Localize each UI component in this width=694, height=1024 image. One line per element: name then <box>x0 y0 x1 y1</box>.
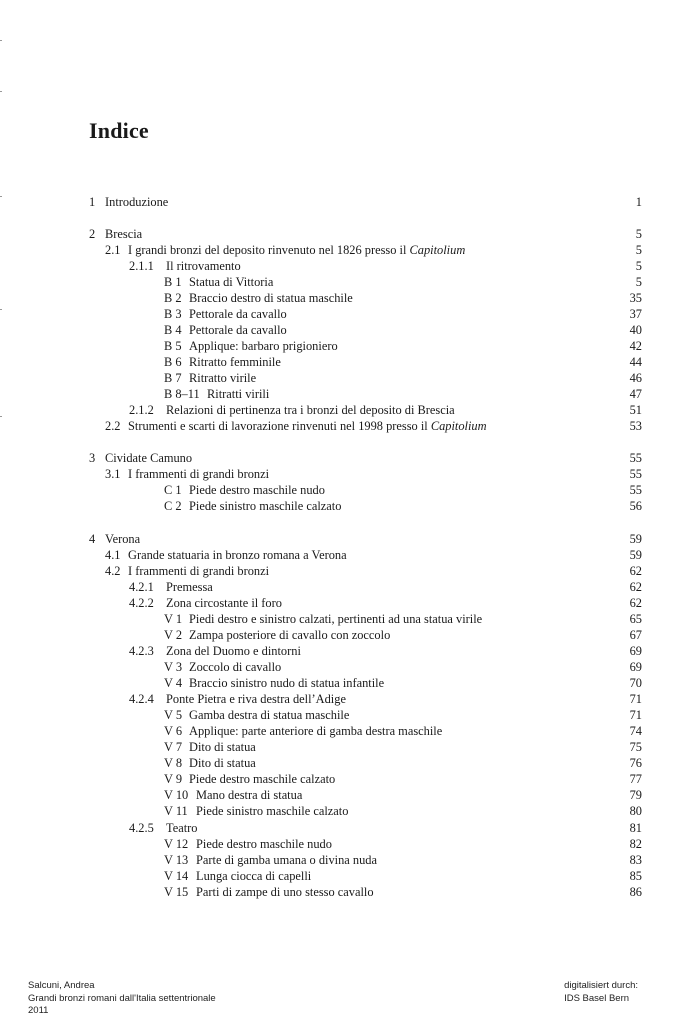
toc-entry-title <box>189 338 338 354</box>
toc-entry-title <box>166 691 346 707</box>
toc-entry-title <box>189 627 390 643</box>
toc-entry-title-text: Statua di Vittoria <box>189 275 274 289</box>
toc-entry-number: V 14 <box>164 869 189 883</box>
toc-entry-title <box>166 402 455 418</box>
toc-entry-number: 2.1 <box>105 243 121 257</box>
toc-entry-number: 4 <box>89 532 96 546</box>
toc-entry-title <box>189 739 256 755</box>
toc-entry-title <box>128 466 269 482</box>
toc-entry-title <box>189 306 287 322</box>
toc-entry <box>0 723 694 739</box>
toc-entry-title <box>128 547 347 563</box>
toc-entry <box>0 226 694 242</box>
toc-entry-page-number: 55 <box>629 483 642 497</box>
toc-entry-title-text: Brescia <box>105 227 143 241</box>
toc-entry-page-number: 40 <box>629 323 642 337</box>
toc-entry-title-text: Piede destro maschile nudo <box>189 483 325 497</box>
toc-entry-number: V 7 <box>164 740 183 754</box>
toc-entry <box>0 322 694 338</box>
toc-entry-title-text: Dito di statua <box>189 756 256 770</box>
toc-entry-page-number: 85 <box>629 869 642 883</box>
toc-entry-page-number: 75 <box>629 740 642 754</box>
toc-entry-title <box>189 659 281 675</box>
toc-entry-page-number: 47 <box>629 387 642 401</box>
toc-entry-title <box>207 386 269 402</box>
toc-entry-page-number: 81 <box>629 821 642 835</box>
toc-entry-title-text: Relazioni di pertinenza tra i bronzi del deposito di Brescia <box>166 403 455 417</box>
toc-entry-title <box>128 563 269 579</box>
toc-entry-title-text: Gamba destra di statua maschile <box>189 708 350 722</box>
toc-entry <box>0 306 694 322</box>
toc-entry <box>0 418 694 434</box>
toc-entry-number: 2.1.1 <box>129 259 154 273</box>
toc-entry-title-text: Parte di gamba umana o divina nuda <box>196 853 377 867</box>
toc-entry-title <box>105 531 140 547</box>
toc-entry-page-number: 71 <box>629 708 642 722</box>
toc-entry-title-text: Braccio sinistro nudo di statua infantile <box>189 676 385 690</box>
toc-entry-title-text: Piede sinistro maschile calzato <box>189 499 342 513</box>
toc-entry-page-number: 80 <box>629 804 642 818</box>
toc-entry-title-text: Teatro <box>166 821 198 835</box>
toc-entry <box>0 258 694 274</box>
footer-digitization-credit <box>564 980 638 1005</box>
footer-author: Salcuni, Andrea <box>28 980 95 991</box>
toc-entry-title <box>189 755 256 771</box>
toc-entry-title <box>128 418 487 434</box>
toc-entry <box>0 370 694 386</box>
toc-entry-page-number: 76 <box>629 756 642 770</box>
toc-entry-number: B 1 <box>164 275 182 289</box>
toc-entry-page-number: 55 <box>629 467 642 481</box>
footer-year: 2011 <box>28 1005 49 1016</box>
toc-entry-title-text: Ritratti virili <box>207 387 270 401</box>
toc-entry-title-text: I frammenti di grandi bronzi <box>128 564 270 578</box>
toc-entry-page-number: 86 <box>629 885 642 899</box>
toc-entry-number: 1 <box>89 195 96 209</box>
toc-entry-title <box>189 498 341 514</box>
toc-entry <box>0 884 694 900</box>
toc-entry-title-text: Ritratto virile <box>189 371 257 385</box>
toc-entry-page-number: 1 <box>635 195 642 209</box>
toc-entry-number: V 15 <box>164 885 189 899</box>
toc-entry-title-text: I frammenti di grandi bronzi <box>128 467 270 481</box>
toc-entry-title-text: Lunga ciocca di capelli <box>196 869 312 883</box>
toc-entry-page-number: 51 <box>629 403 642 417</box>
toc-entry-page-number: 83 <box>629 853 642 867</box>
toc-entry-number: 4.2.2 <box>129 596 154 610</box>
toc-entry-number: B 4 <box>164 323 182 337</box>
toc-entry <box>0 354 694 370</box>
toc-entry-number: 4.2.1 <box>129 580 154 594</box>
toc-entry-page-number: 44 <box>629 355 642 369</box>
toc-entry-title-text: Strumenti e scarti di lavorazione rinvenuti nel 1998 presso il <box>128 419 431 433</box>
toc-entry-number: V 2 <box>164 628 183 642</box>
toc-entry-title-text: Ritratto femminile <box>189 355 281 369</box>
toc-entry-number: 4.2.3 <box>129 644 154 658</box>
toc-entry-title <box>166 643 301 659</box>
toc-entry <box>0 691 694 707</box>
toc-entry-title <box>189 274 273 290</box>
toc-entry-page-number: 79 <box>629 788 642 802</box>
toc-entry <box>0 386 694 402</box>
toc-entry-title <box>166 820 197 836</box>
toc-entry-title-text: Braccio destro di statua maschile <box>189 291 353 305</box>
toc-entry-page-number: 5 <box>635 259 642 273</box>
toc-entry-page-number: 62 <box>629 580 642 594</box>
toc-entry-title <box>105 226 142 242</box>
toc-entry <box>0 611 694 627</box>
toc-entry-number: V 11 <box>164 804 188 818</box>
toc-entry <box>0 482 694 498</box>
toc-entry-title <box>189 611 482 627</box>
toc-entry-page-number: 67 <box>629 628 642 642</box>
toc-entry <box>0 659 694 675</box>
toc-entry-title-text: Premessa <box>166 580 213 594</box>
toc-entry-number: 2 <box>89 227 96 241</box>
toc-entry-title-text: Pettorale da cavallo <box>189 323 287 337</box>
toc-entry-page-number: 69 <box>629 660 642 674</box>
toc-entry-number: B 7 <box>164 371 182 385</box>
toc-entry <box>0 242 694 258</box>
toc-entry-page-number: 74 <box>629 724 642 738</box>
toc-entry <box>0 402 694 418</box>
toc-entry-page-number: 77 <box>629 772 642 786</box>
toc-entry-number: B 8–11 <box>164 387 200 401</box>
toc-entry-title <box>196 852 377 868</box>
toc-entry <box>0 771 694 787</box>
toc-entry <box>0 274 694 290</box>
toc-entry-title-text: Applique: parte anteriore di gamba destra maschile <box>189 724 443 738</box>
toc-entry-number: 4.2.5 <box>129 821 154 835</box>
toc-entry-page-number: 70 <box>629 676 642 690</box>
toc-entry-title-text: Piedi destro e sinistro calzati, pertinenti ad una statua virile <box>189 612 483 626</box>
toc-entry-title-text: Parti di zampe di uno stesso cavallo <box>196 885 374 899</box>
toc-entry <box>0 595 694 611</box>
toc-entry-title-text: Ponte Pietra e riva destra dell’Adige <box>166 692 346 706</box>
toc-entry <box>0 338 694 354</box>
toc-entry-title-text: Mano destra di statua <box>196 788 303 802</box>
toc-entry-title-text: Piede destro maschile nudo <box>196 837 332 851</box>
toc-entry-number: V 9 <box>164 772 183 786</box>
toc-entry <box>0 290 694 306</box>
toc-entry-number: B 3 <box>164 307 182 321</box>
toc-entry <box>0 466 694 482</box>
footer-citation <box>28 980 216 1018</box>
toc-entry-title-italic: Capitolium <box>409 243 466 257</box>
toc-entry-title <box>105 450 192 466</box>
toc-entry-page-number: 69 <box>629 644 642 658</box>
toc-entry-title <box>128 242 465 258</box>
toc-entry-title-text: Zampa posteriore di cavallo con zoccolo <box>189 628 391 642</box>
toc-entry-title <box>166 579 213 595</box>
toc-entry-number: V 13 <box>164 853 189 867</box>
toc-entry-title-text: Zoccolo di cavallo <box>189 660 282 674</box>
toc-entry-page-number: 55 <box>629 451 642 465</box>
footer-digitized-by: digitalisiert durch: <box>564 980 638 991</box>
toc-entry-title-text: Pettorale da cavallo <box>189 307 287 321</box>
toc-entry-page-number: 35 <box>629 291 642 305</box>
toc-entry-title-text: Zona circostante il foro <box>166 596 282 610</box>
toc-entry-page-number: 65 <box>629 612 642 626</box>
toc-entry-page-number: 71 <box>629 692 642 706</box>
toc-entry <box>0 579 694 595</box>
toc-entry-title <box>189 290 353 306</box>
toc-entry-page-number: 56 <box>629 499 642 513</box>
toc-entry-page-number: 5 <box>635 275 642 289</box>
toc-entry-title-text: Verona <box>105 532 141 546</box>
toc-entry-page-number: 62 <box>629 564 642 578</box>
toc-entry-title <box>196 803 348 819</box>
toc-entry-number: B 5 <box>164 339 182 353</box>
toc-entry-title-italic: Capitolium <box>430 419 487 433</box>
footer-book-title: Grandi bronzi romani dall'Italia settentrionale <box>28 992 216 1004</box>
toc-entry <box>0 868 694 884</box>
toc-entry-title-text: Dito di statua <box>189 740 256 754</box>
toc-entry-number: V 5 <box>164 708 183 722</box>
toc-entry-number: 3 <box>89 451 96 465</box>
toc-entry-title-text: Piede sinistro maschile calzato <box>196 804 349 818</box>
toc-entry-title <box>105 194 168 210</box>
toc-entry-number: V 6 <box>164 724 183 738</box>
toc-entry <box>0 755 694 771</box>
toc-entry-title <box>189 707 349 723</box>
toc-entry-number: B 2 <box>164 291 182 305</box>
toc-entry-number: V 3 <box>164 660 183 674</box>
toc-entry-title <box>166 258 241 274</box>
toc-entry-page-number: 37 <box>629 307 642 321</box>
toc-entry <box>0 498 694 514</box>
toc-entry-title <box>189 322 287 338</box>
toc-entry-number: 4.2 <box>105 564 121 578</box>
toc-entry <box>0 563 694 579</box>
toc-entry-number: V 12 <box>164 837 189 851</box>
toc-entry-title-text: Cividate Camuno <box>105 451 193 465</box>
toc-entry <box>0 450 694 466</box>
toc-entry-title-text: Applique: barbaro prigioniero <box>189 339 338 353</box>
toc-entry-page-number: 46 <box>629 371 642 385</box>
toc-entry-number: C 1 <box>164 483 182 497</box>
toc-entry-number: C 2 <box>164 499 182 513</box>
toc-entry <box>0 194 694 210</box>
toc-entry <box>0 675 694 691</box>
toc-entry <box>0 852 694 868</box>
toc-entry-title-text: Introduzione <box>105 195 169 209</box>
toc-entry-number: V 4 <box>164 676 183 690</box>
toc-entry-title <box>189 482 325 498</box>
toc-entry-number: V 1 <box>164 612 183 626</box>
toc-entry-title <box>189 723 442 739</box>
toc-entry-number: 2.2 <box>105 419 121 433</box>
footer-institution: IDS Basel Bern <box>564 992 630 1004</box>
toc-entry-number: 2.1.2 <box>129 403 154 417</box>
toc-entry <box>0 836 694 852</box>
toc-entry-page-number: 5 <box>635 243 642 257</box>
toc-entry-title <box>189 370 256 386</box>
toc-entry-page-number: 53 <box>629 419 642 433</box>
toc-entry <box>0 803 694 819</box>
toc-entry-number: 3.1 <box>105 467 121 481</box>
toc-entry <box>0 547 694 563</box>
toc-entry-page-number: 62 <box>629 596 642 610</box>
toc-entry-number: B 6 <box>164 355 182 369</box>
toc-entry-title-text: Il ritrovamento <box>166 259 241 273</box>
toc-entry-number: V 10 <box>164 788 189 802</box>
toc-entry-title <box>196 884 374 900</box>
toc-entry-number: V 8 <box>164 756 183 770</box>
toc-entry-title <box>189 771 335 787</box>
toc-entry-page-number: 5 <box>635 227 642 241</box>
toc-entry <box>0 739 694 755</box>
toc-entry <box>0 531 694 547</box>
toc-entry-title <box>166 595 282 611</box>
toc-entry-number: 4.1 <box>105 548 121 562</box>
toc-entry-title <box>196 787 302 803</box>
toc-entry <box>0 643 694 659</box>
toc-entry-title <box>196 836 332 852</box>
toc-entry-title-text: Piede destro maschile calzato <box>189 772 336 786</box>
toc-entry <box>0 627 694 643</box>
toc-entry-title <box>196 868 311 884</box>
toc-entry-title-text: Grande statuaria in bronzo romana a Verona <box>128 548 347 562</box>
toc-entry-title-text: Zona del Duomo e dintorni <box>166 644 301 658</box>
toc-entry-title <box>189 675 384 691</box>
toc-entry-number: 4.2.4 <box>129 692 154 706</box>
page-title: Indice <box>89 118 149 143</box>
toc-entry-title <box>189 354 281 370</box>
toc-entry-title-text: I grandi bronzi del deposito rinvenuto nel 1826 presso il <box>128 243 410 257</box>
toc-entry-page-number: 59 <box>629 548 642 562</box>
toc-entry <box>0 787 694 803</box>
toc-entry-page-number: 42 <box>629 339 642 353</box>
toc-entry-page-number: 82 <box>629 837 642 851</box>
toc-entry-page-number: 59 <box>629 532 642 546</box>
toc-entry <box>0 820 694 836</box>
toc-entry <box>0 707 694 723</box>
